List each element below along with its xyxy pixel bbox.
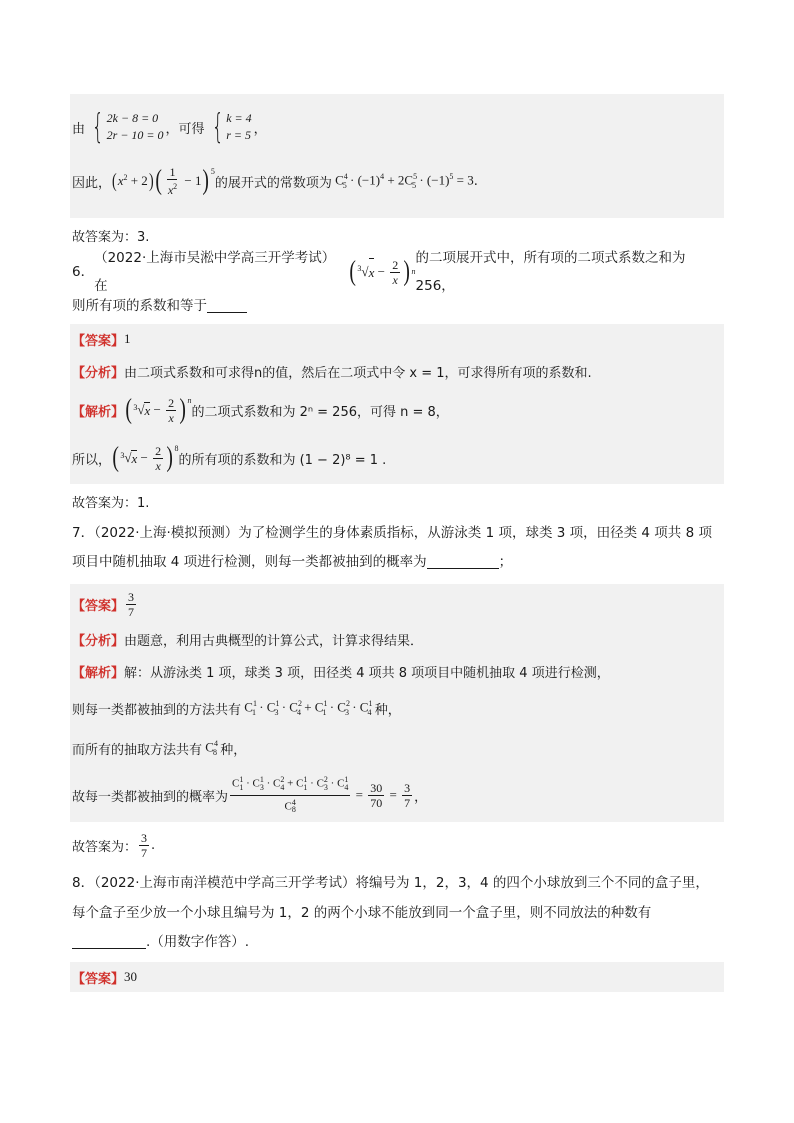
q8-answer-blank: [72, 935, 146, 949]
q5-system-2: { k = 4 r = 5: [211, 107, 252, 147]
q5-line2-end: .: [473, 173, 478, 189]
q5-final-answer: 故答案为：3.: [72, 229, 150, 245]
q7-analysis-text: 由题意，利用古典概型的计算公式，计算求得结果．: [124, 633, 424, 649]
q7-analysis-tag: 【分析】: [72, 633, 125, 649]
q6-analysis-line: [70, 354, 724, 388]
q5-constant-term-line: [70, 156, 724, 206]
q6-answer-line: [70, 324, 724, 354]
q6-answer-tag: 【答案】: [72, 333, 125, 349]
q7-answer-fraction: $\frac{3}{7}$: [128, 589, 135, 619]
q8-stem-line2: 每个盒子至少放一个小球且编号为 1，2 的两个小球不能放到同一个盒子里，则不同放法的种数有: [72, 905, 652, 921]
q5-line1-end: ，: [253, 121, 267, 137]
q7-solution-line1: [70, 654, 724, 688]
q7-answer-line: [70, 584, 724, 624]
q7-answer-block: [70, 584, 724, 822]
q7-stem-line1: 7．（2022·上海·模拟预测）为了检测学生的身体素质指标，从游泳类 1 项，球类 3 项，田径类 4 项共 8 项: [72, 525, 712, 541]
q5-expression: ( x $^2$ + 2 ) ( $\frac{1}{x^2}$ − 1 ) $^5$: [112, 165, 215, 197]
q5-sys2-a: k = 4: [226, 111, 252, 125]
q6-solution-expr2: ( $^3$ √ x − $\frac{2}{x}$ ) $^8$: [112, 442, 179, 473]
q6-answer-value: 1: [124, 331, 131, 346]
q7-solution-text1: 解：从游泳类 1 项，球类 3 项，田径类 4 项共 8 项项目中随机抽取 4 项进行检测，: [124, 665, 610, 681]
q7-probability-30-70: $\frac{30}{70}$: [370, 780, 383, 810]
q7-final-answer: 故答案为： $\frac{3}{7}$ .: [72, 830, 156, 860]
q5-sys1-b: 2r − 10 = 0: [106, 128, 164, 142]
q5-mid-text: ，可得: [165, 121, 205, 137]
q7-solution-line3: 而所有的抽取方法共有 $C^4_8$ 种，: [72, 739, 247, 758]
q6-number: 6．: [72, 264, 95, 280]
q6-solution-expr1: ( $^3$ √ x − $\frac{2}{x}$ ) $^n$: [125, 394, 192, 425]
q6-solution-text2: 的所有项的系数和为 (1 − 2)⁸ = 1 .: [178, 452, 387, 468]
document-content: [70, 94, 724, 992]
q5-sys1-a: 2k − 8 = 0: [106, 111, 159, 125]
q7-final-fraction: $\frac{3}{7}$: [141, 830, 148, 860]
q6-solution-line2: [70, 432, 724, 484]
q7-probability-fraction: $\frac{C^1_1 \cdot C^1_3 \cdot C^2_4 + C^1_1 \cdot C^2_3 \cdot C^1_4}{C^4_8}$: [232, 774, 349, 815]
q5-system-line: [70, 102, 724, 152]
q6-stem-line1: [70, 252, 724, 292]
q6-solution-text1: 的二项式系数和为 2ⁿ = 256，可得 n = 8，: [191, 404, 449, 420]
q6-solution-line1: [70, 388, 724, 432]
q6-solution2-prefix: 所以，: [72, 452, 112, 468]
q6-source: （2022·上海市吴淞中学高三开学考试）在: [94, 250, 336, 294]
q6-stem-line2: 则所有项的系数和等于: [70, 292, 724, 320]
q6-stem-tail: 的二项展开式中，所有项的二项式系数之和为256，: [415, 250, 686, 294]
q7-solution-line4: 故每一类都被抽到的概率为 $\frac{C^1_1 \cdot C^1_3 \cdot C^2_4 + C^1_1 \cdot C^2_3 \cdot C^1_4}{C^4_8}$ = $\frac{30}{70}$ = $\frac{3}{7}$ ，: [70, 768, 724, 822]
q6-final-answer: 故答案为：1.: [72, 495, 150, 511]
q5-sys2-b: r = 5: [226, 128, 251, 142]
q6-analysis-text: 由二项式系数和可求得n的值，然后在二项式中令 x = 1，可求得所有项的系数和.: [124, 365, 592, 381]
q6-solution-tag: 【解析】: [72, 404, 125, 420]
q8-answer-value: 30: [124, 969, 138, 984]
q7-stem-line2: 项目中随机抽取 4 项进行检测，则每一类都被抽到的概率为 ；: [72, 554, 513, 570]
q7-probability-result: $\frac{3}{7}$: [404, 780, 411, 810]
q8-answer-block: [70, 962, 724, 992]
q5-line1-prefix: 由: [72, 121, 86, 137]
q8-stem-line1: 8．（2022·上海市南洋模范中学高三开学考试）将编号为 1，2，3，4 的四个小球放到三个不同的盒子里，: [72, 875, 709, 891]
q5-system-1: { 2k − 8 = 0 2r − 10 = 0: [91, 107, 164, 147]
q7-analysis-line: [70, 624, 724, 654]
q7-solution-tag: 【解析】: [72, 665, 125, 681]
q6-expression: ( $^3$ √ x − $\frac{2}{x}$ ) n: [349, 256, 416, 287]
q7-total-count-expr: $C^4_8$: [202, 739, 218, 757]
q7-method-count-expr: $C^1_1 \cdot C^1_3 \cdot C^2_4 + C^1_1 \cdot C^2_3 \cdot C^1_4$: [241, 699, 373, 717]
q6-answer-block: [70, 324, 724, 484]
q7-answer-blank: [427, 555, 499, 569]
q6-answer-blank: [207, 299, 247, 313]
q5-solution-block: [70, 94, 724, 218]
q5-line2-prefix: 因此，: [72, 175, 112, 191]
q7-solution-line2: 则每一类都被抽到的方法共有 $C^1_1 \cdot C^1_3 \cdot C^2_4 + C^1_1 \cdot C^2_3 \cdot C^1_4$ 种，: [72, 699, 401, 718]
q7-answer-tag: 【答案】: [72, 598, 125, 614]
q8-answer-line: [70, 962, 724, 992]
q5-line2-mid: 的展开式的常数项为: [214, 175, 332, 191]
q5-constant-term-value: $C^4_5 \cdot (-1)^4 + 2C^5_5 \cdot (-1)^5 = 3$: [331, 172, 474, 190]
q8-answer-tag: 【答案】: [72, 971, 125, 987]
q6-analysis-tag: 【分析】: [72, 365, 125, 381]
q8-stem-line3: .（用数字作答）.: [70, 928, 724, 956]
